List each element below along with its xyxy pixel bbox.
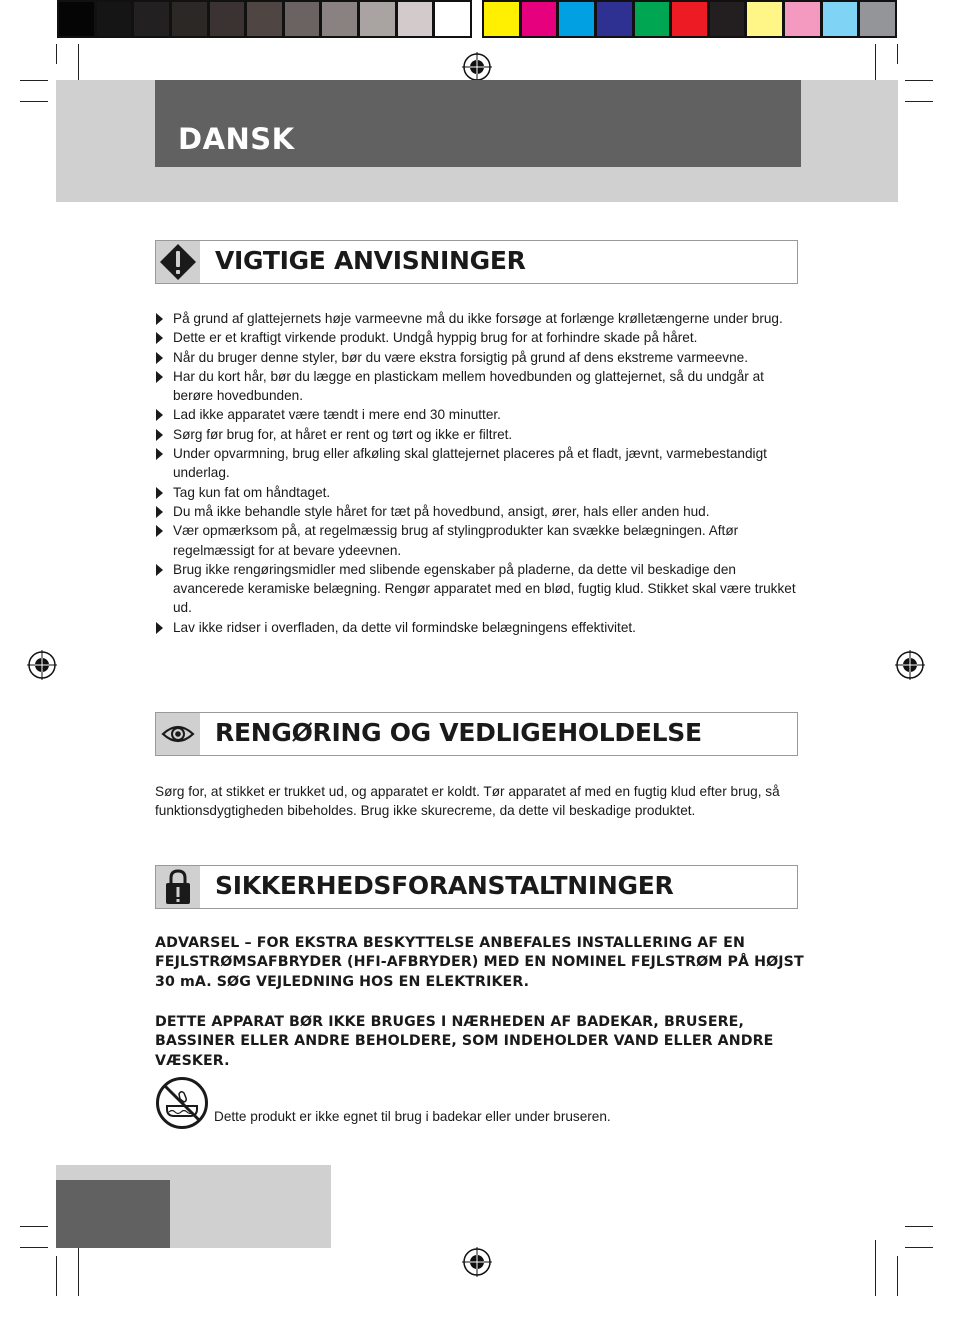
color-swatch — [559, 2, 594, 36]
crop-mark — [905, 101, 933, 102]
crop-mark — [20, 80, 48, 81]
list-item: Brug ikke rengøringsmidler med slibende egenskaber på pladerne, da dette vil beskadige den avancerede keramiske belægning. Rengør apparatet med en blød, fugtig klud. Stikket skal være trukket ud. — [155, 560, 803, 618]
color-swatch — [134, 2, 169, 36]
warning-diamond-icon — [158, 242, 198, 282]
list-item: Du må ikke behandle style håret for tæt på hovedbund, ansigt, ører, hals eller anden hud. — [155, 502, 803, 521]
bullet-arrow-icon — [156, 448, 163, 460]
section-title: RENGØRING OG VEDLIGEHOLDELSE — [215, 718, 702, 747]
crop-mark — [20, 1247, 48, 1248]
color-swatch — [597, 2, 632, 36]
section-icon-box — [156, 241, 200, 283]
section-header-safety — [155, 865, 798, 909]
list-item: Sørg før brug for, at håret er rent og tørt og ikke er filtret. — [155, 425, 803, 444]
section-header-important — [155, 240, 798, 284]
crop-mark — [905, 1226, 933, 1227]
color-swatch — [210, 2, 245, 36]
registration-mark-icon — [462, 52, 492, 82]
crop-mark — [897, 44, 898, 64]
cmyk-color-bar — [482, 0, 897, 38]
no-bath-icon — [155, 1076, 209, 1130]
grayscale-color-bar — [57, 0, 472, 38]
water-warning: DETTE APPARAT BØR IKKE BRUGES I NÆRHEDEN AF BADEKAR, BRUSERE, BASSINER ELLER ANDRE BEHOLDERE, SOM INDEHOLDER VAND ELLER ANDRE VÆSKER. — [155, 1014, 774, 1069]
color-swatch — [710, 2, 745, 36]
color-swatch — [823, 2, 858, 36]
color-swatch — [435, 2, 470, 36]
registration-mark-icon — [895, 650, 925, 680]
list-item: Tag kun fat om håndtaget. — [155, 483, 803, 502]
list-item: Har du kort hår, bør du lægge en plastickam mellem hovedbunden og glattejernet, så du undgår at berøre hovedbunden. — [155, 367, 803, 406]
color-swatch — [747, 2, 782, 36]
list-item: Under opvarmning, brug eller afkøling skal glattejernet placeres på et fladt, jævnt, varmebestandigt underlag. — [155, 444, 803, 483]
list-item: Vær opmærksom på, at regelmæssig brug af stylingprodukter kan svække belægningen. Aftør regelmæssigt for at bevare ydeevnen. — [155, 521, 803, 560]
color-swatch — [247, 2, 282, 36]
important-instructions-list — [155, 309, 803, 637]
bullet-arrow-icon — [156, 332, 163, 344]
list-item: Dette er et kraftigt virkende produkt. Undgå hyppig brug for at forhindre skade på håret. — [155, 328, 803, 347]
section-title: SIKKERHEDSFORANSTALTNINGER — [215, 871, 674, 900]
footer-block-dark — [56, 1180, 170, 1248]
bullet-arrow-icon — [156, 409, 163, 421]
crop-mark — [56, 1256, 57, 1296]
bullet-arrow-icon — [156, 622, 163, 634]
list-item: Lav ikke ridser i overfladen, da dette vil formindske belægningens effektivitet. — [155, 618, 803, 637]
crop-mark — [20, 1226, 48, 1227]
color-swatch — [360, 2, 395, 36]
registration-mark-icon — [462, 1247, 492, 1277]
crop-mark — [905, 80, 933, 81]
cleaning-text: Sørg for, at stikket er trukket ud, og apparatet er koldt. Tør apparatet af med en fugtig klud efter brug, så funktionsdygtigheden bibeholdes. Brug ikke skurecreme, da dette vil beskadige produktet. — [155, 784, 780, 819]
bullet-arrow-icon — [156, 313, 163, 325]
color-swatch — [672, 2, 707, 36]
bullet-arrow-icon — [156, 506, 163, 518]
color-swatch — [635, 2, 670, 36]
crop-mark — [56, 44, 57, 64]
bullet-arrow-icon — [156, 487, 163, 499]
bullet-arrow-icon — [156, 371, 163, 383]
crop-mark — [897, 1256, 898, 1296]
list-item: Når du bruger denne styler, bør du være ekstra forsigtig på grund af dens ekstreme varmeevne. — [155, 348, 803, 367]
eye-icon — [161, 722, 195, 746]
bullet-arrow-icon — [156, 352, 163, 364]
color-swatch — [322, 2, 357, 36]
bath-note: Dette produkt er ikke egnet til brug i badekar eller under bruseren. — [214, 1109, 611, 1124]
rcd-warning: ADVARSEL – FOR EKSTRA BESKYTTELSE ANBEFALES INSTALLERING AF EN FEJLSTRØMSAFBRYDER (HFI-AFBRYDER) MED EN NOMINEL FEJLSTRØM PÅ HØJST 30 mA. SØG VEJLEDNING HOS EN ELEKTRIKER. — [155, 935, 804, 990]
section-header-cleaning — [155, 712, 798, 756]
color-swatch — [172, 2, 207, 36]
section-icon-box — [156, 713, 200, 755]
color-swatch — [285, 2, 320, 36]
color-swatch — [398, 2, 433, 36]
bullet-arrow-icon — [156, 429, 163, 441]
crop-mark — [875, 1240, 876, 1296]
registration-mark-icon — [27, 650, 57, 680]
crop-mark — [78, 1240, 79, 1296]
list-item: På grund af glattejernets høje varmeevne må du ikke forsøge at forlænge krølletængerne under brug. — [155, 309, 803, 328]
section-title: VIGTIGE ANVISNINGER — [215, 246, 526, 275]
color-swatch — [97, 2, 132, 36]
color-swatch — [860, 2, 895, 36]
crop-mark — [20, 101, 48, 102]
color-swatch — [785, 2, 820, 36]
bullet-arrow-icon — [156, 525, 163, 537]
padlock-icon — [163, 868, 193, 906]
bullet-arrow-icon — [156, 564, 163, 576]
color-swatch — [522, 2, 557, 36]
color-swatch — [484, 2, 519, 36]
list-item: Lad ikke apparatet være tændt i mere end 30 minutter. — [155, 405, 803, 424]
page-title: DANSK — [178, 122, 295, 156]
crop-mark — [905, 1247, 933, 1248]
section-icon-box — [156, 866, 200, 908]
color-swatch — [59, 2, 94, 36]
